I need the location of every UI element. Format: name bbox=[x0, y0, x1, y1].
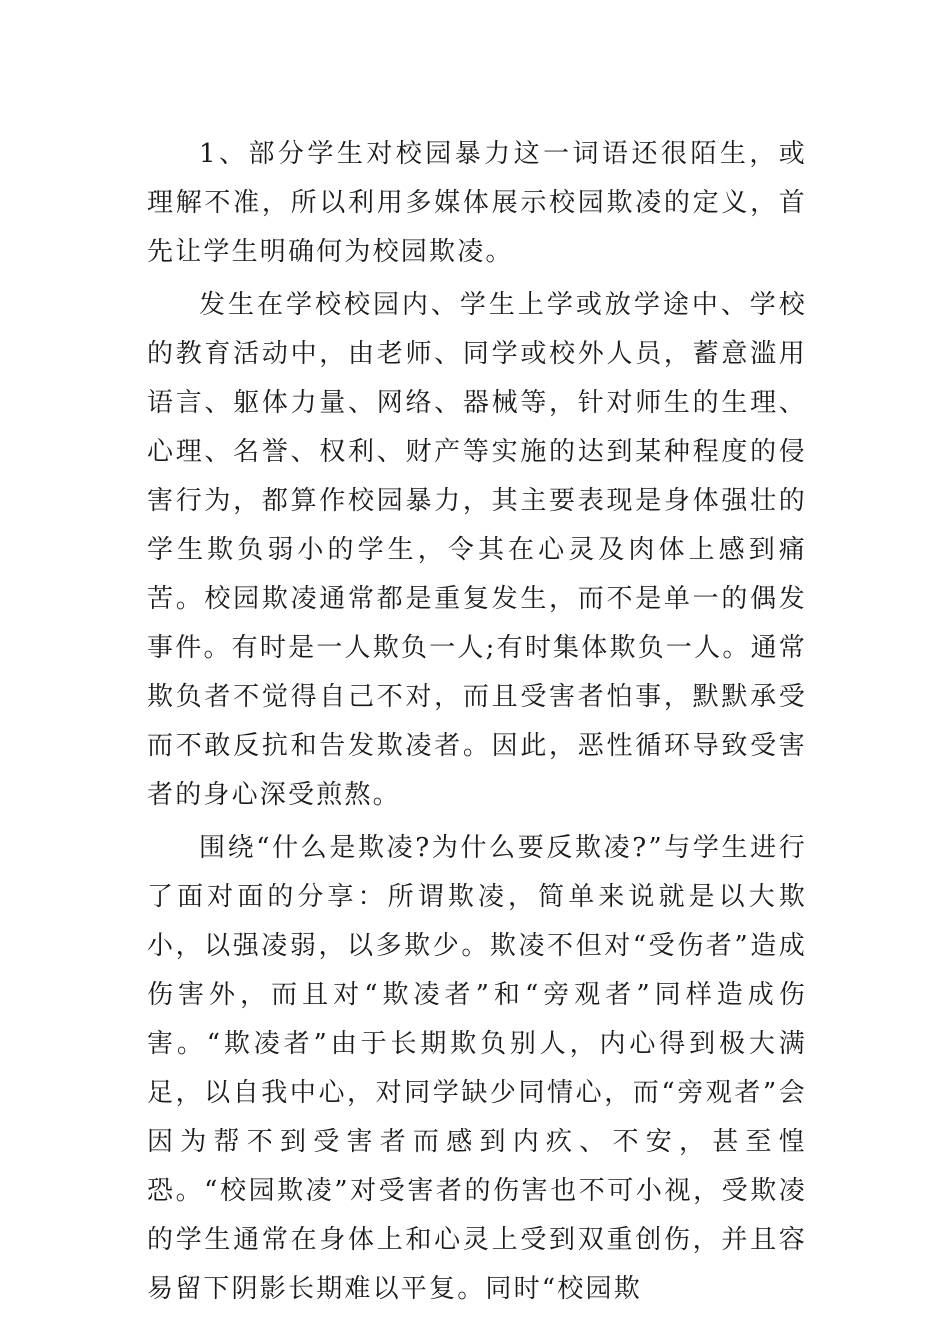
paragraph-2: 发生在学校校园内、学生上学或放学途中、学校的教育活动中，由老师、同学或校外人员，蓄意滥用语言、躯体力量、网络、器械等，针对师生的生理、心理、名誉、权利、财产等实施的达到某种程度的侵害行为，都算作校园暴力，其主要表现是身体强壮的学生欺负弱小的学生，令其在心灵及肉体上感到痛苦。校园欺凌通常都是重复发生，而不是单一的偶发事件。有时是一人欺负一人;有时集体欺负一人。通常欺负者不觉得自己不对，而且受害者怕事，默默承受而不敢反抗和告发欺凌者。因此，恶性循环导致受害者的身心深受煎熬。 bbox=[147, 290, 807, 810]
document-body bbox=[147, 130, 807, 1318]
paragraph-1: 1、部分学生对校园暴力这一词语还很陌生，或理解不准，所以利用多媒体展示校园欺凌的定义，首先让学生明确何为校园欺凌。 bbox=[147, 139, 807, 267]
paragraph-3: 围绕“什么是欺凌?为什么要反欺凌?”与学生进行了面对面的分享：所谓欺凌，简单来说就是以大欺小，以强凌弱，以多欺少。欺凌不但对“受伤者”造成伤害外，而且对“欺凌者”和“旁观者”同样造成伤害。“欺凌者”由于长期欺负别人，内心得到极大满足，以自我中心，对同学缺少同情心，而“旁观者”会因为帮不到受害者而感到内疚、不安，甚至惶恐。“校园欺凌”对受害者的伤害也不可小视，受欺凌的学生通常在身体上和心灵上受到双重创伤，并且容易留下阴影长期难以平复。同时“校园欺 bbox=[147, 833, 807, 1304]
